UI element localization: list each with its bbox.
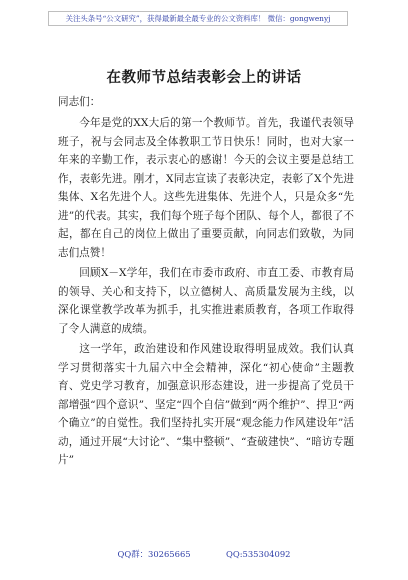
promo-banner: 关注头条号“公文研究”，获得最新最全最专业的公文资料库！ 微信：gongwenyj	[48, 11, 348, 26]
paragraph-3: 这一学年，政治建设和作风建设取得明显成效。我们认真学习贯彻落实十九届六中全会精神，深化“初心使命”主题教育、党史学习教育，加强意识形态建设，进一步提高了党员干部增强“四个意识”、坚定“四个自信”做到“两个维护”、捍卫“两个确立”的自觉性。我们坚持扎实开展“观念能力作风建设年”活动，通过开展“大讨论”、“集中整顿”、“查破建快”、“暗访专题片”	[58, 343, 354, 466]
qq-group-text: QQ群：30265665	[117, 549, 191, 559]
paragraph-2: 回顾X－X学年，我们在市委市政府、市直工委、市教育局的领导、关心和支持下，以立德树人、高质量发展为主线，以深化课堂教学改革为抓手，扎实推进素质教育，各项工作取得了令人满意的成绩。	[58, 267, 354, 335]
qq-number-text: QQ:535304092	[225, 549, 291, 559]
document-title: 在教师节总结表彰会上的讲话	[106, 69, 302, 86]
document-body	[58, 94, 354, 472]
paragraph-1: 今年是党的XX大后的第一个教师节。首先，我谨代表领导班子，祝与会同志及全体教职工节日快乐！同时，也对大家一年来的辛勤工作，表示衷心的感谢！今天的会议主要是总结工作，表彰先进。刚才，X同志宣读了表彰决定，表彰了X个先进集体、X名先进个人。这些先进集体、先进个人，只是众多“先进”的代表。其实，我们每个班子每个团队、每个人，都很了不起，都在自己的岗位上做出了重要贡献，向同志们致敬，为同志们点赞！	[58, 117, 354, 259]
contact-footer	[0, 548, 408, 560]
salutation: 同志们：	[58, 96, 101, 108]
